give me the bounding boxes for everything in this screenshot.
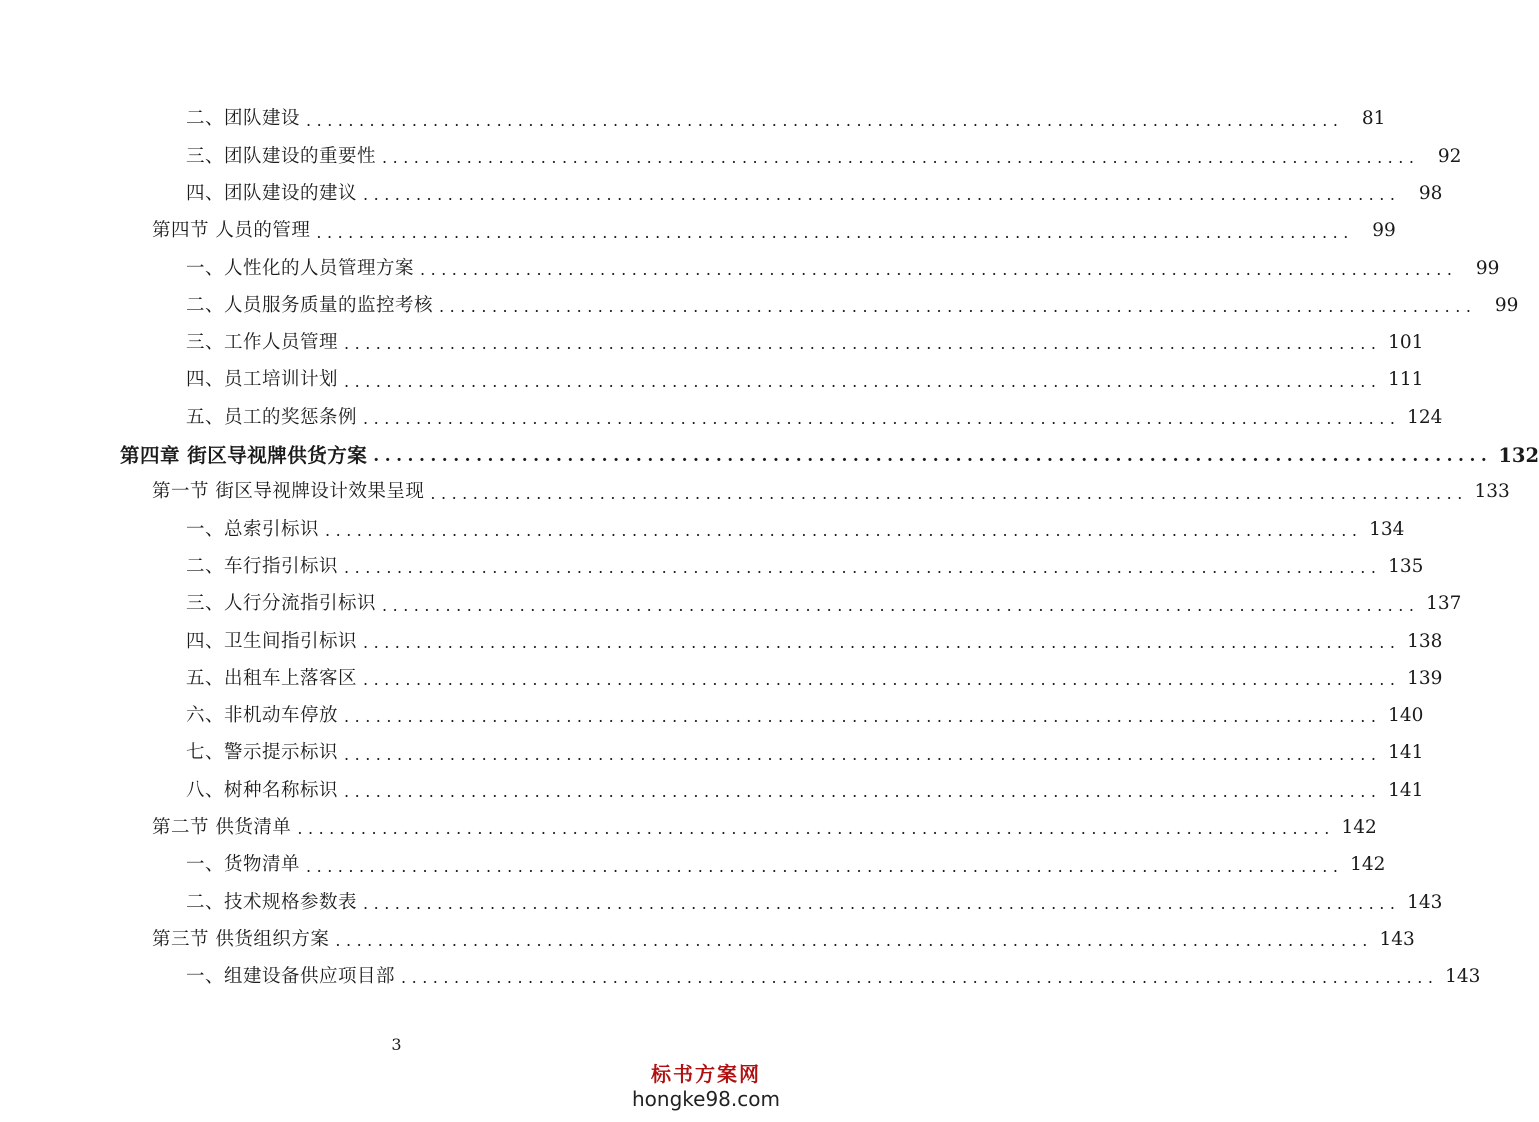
toc-entry	[0, 213, 1396, 250]
toc-entry-page-number: 98	[1418, 182, 1443, 204]
toc-dot-leader: ..................................................................................................	[316, 222, 1354, 242]
toc-entry	[0, 101, 1386, 138]
toc-entry-page-number: 142	[1341, 817, 1377, 839]
toc-entry-page-number: 111	[1388, 369, 1424, 391]
toc-entry-title: 四、卫生间指引标识	[186, 630, 358, 652]
toc-entry-title: 五、出租车上落客区	[186, 667, 358, 689]
toc-entry	[0, 847, 1386, 884]
toc-entry-title: 二、技术规格参数表	[186, 891, 358, 913]
toc-entry-title: 七、警示提示标识	[186, 742, 339, 764]
toc-entry-page-number: 99	[1494, 294, 1519, 316]
toc-entry-page-number: 143	[1407, 891, 1443, 913]
toc-dot-leader: ..................................................................................................	[373, 445, 1493, 466]
toc-entry	[0, 325, 1424, 362]
toc-entry-title: 二、团队建设	[186, 108, 301, 130]
toc-dot-leader: ..................................................................................................	[382, 147, 1420, 167]
toc-entry-title: 五、员工的奖惩条例	[186, 406, 358, 428]
watermark	[631, 1062, 781, 1112]
toc-entry-page-number: 135	[1388, 555, 1424, 577]
toc-dot-leader: ..................................................................................................	[430, 483, 1468, 503]
toc-dot-leader: ..................................................................................................	[344, 371, 1382, 391]
toc-entry	[0, 772, 1424, 809]
toc-entry-title: 四、员工培训计划	[186, 369, 339, 391]
toc-dot-leader: ..................................................................................................	[344, 744, 1382, 764]
toc-entry-title: 六、非机动车停放	[186, 705, 339, 727]
toc-dot-leader: ..................................................................................................	[363, 409, 1401, 429]
toc-entry	[0, 698, 1424, 735]
toc-entry	[0, 437, 1539, 474]
toc-entry-page-number: 143	[1445, 966, 1481, 988]
toc-entry-page-number: 142	[1350, 854, 1386, 876]
toc-entry-title: 第二节 供货清单	[152, 817, 292, 839]
toc-dot-leader: ..................................................................................................	[363, 185, 1401, 205]
toc-entry	[0, 959, 1481, 996]
toc-entry-page-number: 137	[1426, 593, 1462, 615]
toc-entry-title: 三、人行分流指引标识	[186, 593, 377, 615]
page-number: 3	[391, 1035, 402, 1054]
toc-entry-page-number: 141	[1388, 779, 1424, 801]
toc-entry	[0, 735, 1424, 772]
toc-entry-title: 八、树种名称标识	[186, 779, 339, 801]
toc-entry-page-number: 134	[1369, 518, 1405, 540]
toc-dot-leader: ..................................................................................................	[439, 297, 1477, 317]
toc-entry-title: 一、人性化的人员管理方案	[186, 257, 415, 279]
watermark-chinese-text: 标书方案网	[651, 1062, 761, 1086]
toc-entry-page-number: 133	[1474, 481, 1510, 503]
toc-dot-leader: ..................................................................................................	[344, 334, 1382, 354]
toc-entry-title: 第三节 供货组织方案	[152, 928, 330, 950]
toc-dot-leader: ..................................................................................................	[344, 707, 1382, 727]
toc-entry-title: 一、总索引标识	[186, 518, 320, 540]
toc-entry-title: 一、货物清单	[186, 854, 301, 876]
toc-entry-page-number: 101	[1388, 332, 1424, 354]
toc-entry-page-number: 92	[1437, 145, 1462, 167]
toc-entry-page-number: 138	[1407, 630, 1443, 652]
toc-entry	[0, 660, 1443, 697]
toc-entry	[0, 549, 1424, 586]
toc-entry	[0, 623, 1443, 660]
toc-entry	[0, 176, 1443, 213]
toc-entry-page-number: 99	[1475, 257, 1500, 279]
toc-entry	[0, 138, 1462, 175]
table-of-contents	[0, 101, 1539, 996]
toc-entry	[0, 810, 1377, 847]
toc-entry-title: 一、组建设备供应项目部	[186, 966, 396, 988]
toc-entry-title: 第四节 人员的管理	[152, 220, 311, 242]
toc-entry	[0, 474, 1510, 511]
toc-dot-leader: ..................................................................................................	[297, 819, 1335, 839]
toc-entry	[0, 884, 1443, 921]
toc-dot-leader: ..................................................................................................	[344, 558, 1382, 578]
toc-dot-leader: ..................................................................................................	[382, 595, 1420, 615]
toc-entry	[0, 399, 1443, 436]
toc-entry	[0, 511, 1405, 548]
toc-dot-leader: ..................................................................................................	[420, 259, 1458, 279]
toc-entry-page-number: 141	[1388, 742, 1424, 764]
toc-dot-leader: ..................................................................................................	[363, 893, 1401, 913]
toc-entry-title: 三、团队建设的重要性	[186, 145, 377, 167]
toc-entry-page-number: 140	[1388, 705, 1424, 727]
toc-dot-leader: ..................................................................................................	[363, 632, 1401, 652]
toc-entry-page-number: 139	[1407, 667, 1443, 689]
toc-entry-title: 二、人员服务质量的监控考核	[186, 294, 434, 316]
toc-dot-leader: ..................................................................................................	[325, 520, 1363, 540]
watermark-url: hongke98.com	[632, 1087, 780, 1111]
toc-entry-title: 第一节 街区导视牌设计效果呈现	[152, 481, 425, 503]
toc-entry-title: 第四章 街区导视牌供货方案	[120, 443, 368, 467]
toc-dot-leader: ..................................................................................................	[306, 110, 1344, 130]
toc-entry-page-number: 132	[1498, 443, 1539, 467]
toc-entry	[0, 287, 1519, 324]
toc-entry-page-number: 143	[1379, 928, 1415, 950]
toc-dot-leader: ..................................................................................................	[401, 968, 1439, 988]
toc-entry	[0, 362, 1424, 399]
toc-entry-page-number: 124	[1407, 406, 1443, 428]
toc-entry	[0, 922, 1415, 959]
toc-entry	[0, 586, 1462, 623]
toc-entry-title: 三、工作人员管理	[186, 332, 339, 354]
toc-entry-page-number: 81	[1361, 108, 1386, 130]
toc-entry-title: 二、车行指引标识	[186, 555, 339, 577]
toc-entry	[0, 250, 1500, 287]
toc-dot-leader: ..................................................................................................	[344, 781, 1382, 801]
toc-entry-page-number: 99	[1372, 220, 1396, 242]
toc-dot-leader: ..................................................................................................	[335, 931, 1373, 951]
toc-dot-leader: ..................................................................................................	[363, 670, 1401, 690]
toc-dot-leader: ..................................................................................................	[306, 856, 1344, 876]
toc-entry-title: 四、团队建设的建议	[186, 182, 358, 204]
